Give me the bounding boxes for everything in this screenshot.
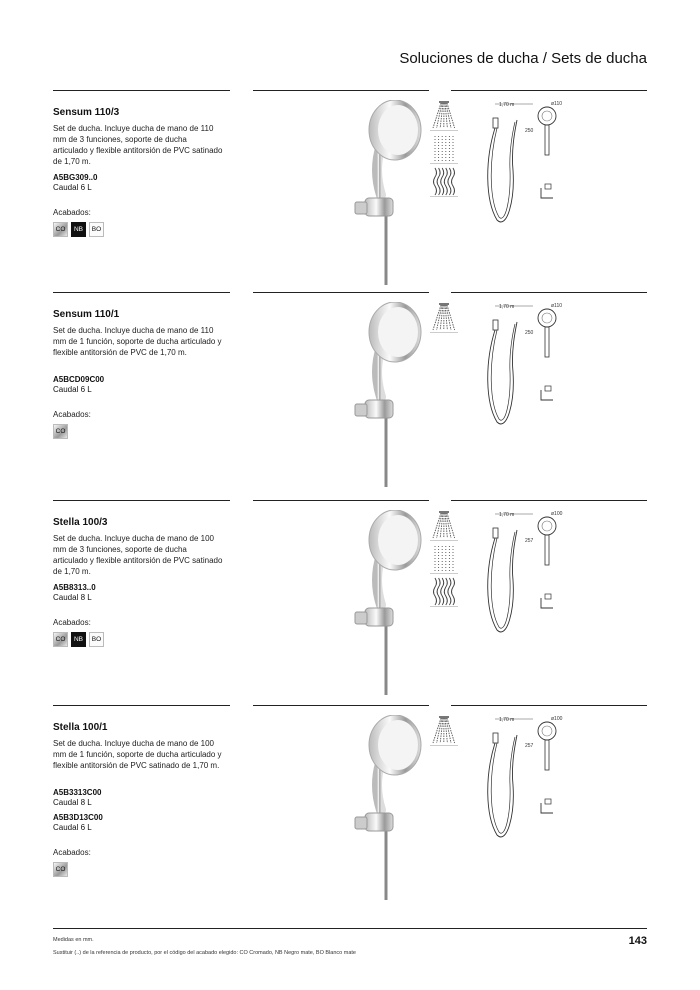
technical-drawing	[485, 715, 585, 845]
product-flow-rate: Caudal 6 L	[53, 385, 92, 394]
product-codes	[53, 583, 96, 608]
product-photo	[303, 302, 433, 487]
footer-note-finishes: Sustituir (..) de la referencia de producto, por el código del acabado elegido: CO Cromado, NB Negro mate, BO Blanco mate	[53, 950, 356, 956]
finish-swatch-bo: BO	[89, 632, 104, 647]
product-description: Set de ducha. Incluye ducha de mano de 110 mm de 1 función, soporte de ducha articulado y flexible antitorsión de PVC de 1,70 m.	[53, 326, 222, 357]
section-divider	[451, 90, 647, 91]
product-name: Stella 100/1	[53, 722, 108, 733]
product-code-block	[53, 583, 96, 603]
svg-text:1,70 m: 1,70 m	[499, 717, 515, 723]
product-description: Set de ducha. Incluye ducha de mano de 100 mm de 1 función, soporte de ducha articulado y flexible antitorsión de PVC satinado de 1,70 m.	[53, 739, 222, 770]
product-name: Stella 100/3	[53, 517, 108, 528]
svg-text:250: 250	[525, 128, 534, 134]
finish-swatch-nb: NB	[71, 632, 86, 647]
product-code-block	[53, 375, 104, 395]
svg-text:250: 250	[525, 330, 534, 336]
product-codes	[53, 375, 104, 400]
product-reference: A5BCD09C00	[53, 375, 105, 384]
finishes-label: Acabados:	[53, 410, 91, 419]
svg-text:257: 257	[525, 538, 534, 544]
product-photo	[303, 100, 433, 285]
section-divider	[451, 292, 647, 293]
finish-swatch-nb: NB	[71, 222, 86, 237]
finish-swatch-co: CO	[53, 862, 68, 877]
page-title: Soluciones de ducha / Sets de ducha	[399, 50, 647, 67]
finish-swatches	[53, 632, 104, 647]
product-codes	[53, 173, 97, 198]
svg-text:ø100: ø100	[551, 716, 563, 722]
spray-pattern-icon	[430, 576, 458, 607]
finishes-label: Acabados:	[53, 848, 91, 857]
finish-swatches	[53, 862, 68, 877]
section-divider	[53, 90, 230, 91]
product-flow-rate: Caudal 6 L	[53, 183, 92, 192]
spray-pattern-icon	[430, 302, 458, 333]
product-description: Set de ducha. Incluye ducha de mano de 100 mm de 3 funciones, soporte de ducha articulado y flexible antitorsión de PVC satinado de 1,70 m.	[53, 534, 223, 576]
section-divider	[253, 292, 429, 293]
product-flow-rate: Caudal 8 L	[53, 593, 92, 602]
spray-patterns	[430, 100, 460, 199]
footer-note-units: Medidas en mm.	[53, 937, 94, 943]
product-flow-rate: Caudal 8 L	[53, 798, 92, 807]
svg-text:257: 257	[525, 743, 534, 749]
svg-text:1,70 m: 1,70 m	[499, 102, 515, 108]
product-photo	[303, 510, 433, 695]
svg-text:ø110: ø110	[551, 303, 563, 309]
finishes-label: Acabados:	[53, 208, 91, 217]
product-photo	[303, 715, 433, 900]
finish-swatch-bo: BO	[89, 222, 104, 237]
technical-drawing	[485, 302, 585, 432]
finish-swatches	[53, 424, 68, 439]
section-divider	[253, 705, 429, 706]
svg-text:1,70 m: 1,70 m	[499, 304, 515, 310]
spray-patterns	[430, 715, 460, 748]
section-divider	[53, 292, 230, 293]
section-divider	[53, 500, 230, 501]
section-divider	[451, 500, 647, 501]
product-reference: A5B3313C00	[53, 788, 102, 797]
finish-swatch-co: CO	[53, 424, 68, 439]
spray-pattern-icon	[430, 510, 458, 541]
svg-text:ø100: ø100	[551, 511, 563, 517]
spray-pattern-icon	[430, 543, 458, 574]
product-section	[53, 292, 647, 497]
product-description: Set de ducha. Incluye ducha de mano de 110 mm de 3 funciones, soporte de ducha articulado y flexible antitorsión de PVC satinado de 1,70 m.	[53, 124, 223, 166]
svg-text:1,70 m: 1,70 m	[499, 512, 515, 518]
product-name: Sensum 110/3	[53, 107, 120, 118]
spray-patterns	[430, 510, 460, 609]
finish-swatch-co: CO	[53, 222, 68, 237]
product-section	[53, 90, 647, 295]
page-number: 143	[628, 935, 647, 947]
section-divider	[451, 705, 647, 706]
product-reference: A5B3D13C00	[53, 813, 103, 822]
spray-pattern-icon	[430, 166, 458, 197]
product-flow-rate: Caudal 6 L	[53, 823, 92, 832]
spray-patterns	[430, 302, 460, 335]
section-divider	[253, 500, 429, 501]
product-reference: A5BG309..0	[53, 173, 98, 182]
product-section	[53, 705, 647, 910]
finish-swatch-co: CO	[53, 632, 68, 647]
section-divider	[253, 90, 429, 91]
product-code-block	[53, 788, 103, 808]
product-code-block	[53, 813, 103, 833]
product-name: Sensum 110/1	[53, 309, 120, 320]
finish-swatches	[53, 222, 104, 237]
spray-pattern-icon	[430, 715, 458, 746]
product-codes	[53, 788, 103, 838]
finishes-label: Acabados:	[53, 618, 91, 627]
spray-pattern-icon	[430, 100, 458, 131]
product-section	[53, 500, 647, 705]
technical-drawing	[485, 100, 585, 230]
svg-text:ø110: ø110	[551, 101, 563, 107]
spray-pattern-icon	[430, 133, 458, 164]
product-reference: A5B8313..0	[53, 583, 96, 592]
technical-drawing	[485, 510, 585, 640]
product-code-block	[53, 173, 97, 193]
section-divider	[53, 705, 230, 706]
footer-divider	[53, 928, 647, 929]
